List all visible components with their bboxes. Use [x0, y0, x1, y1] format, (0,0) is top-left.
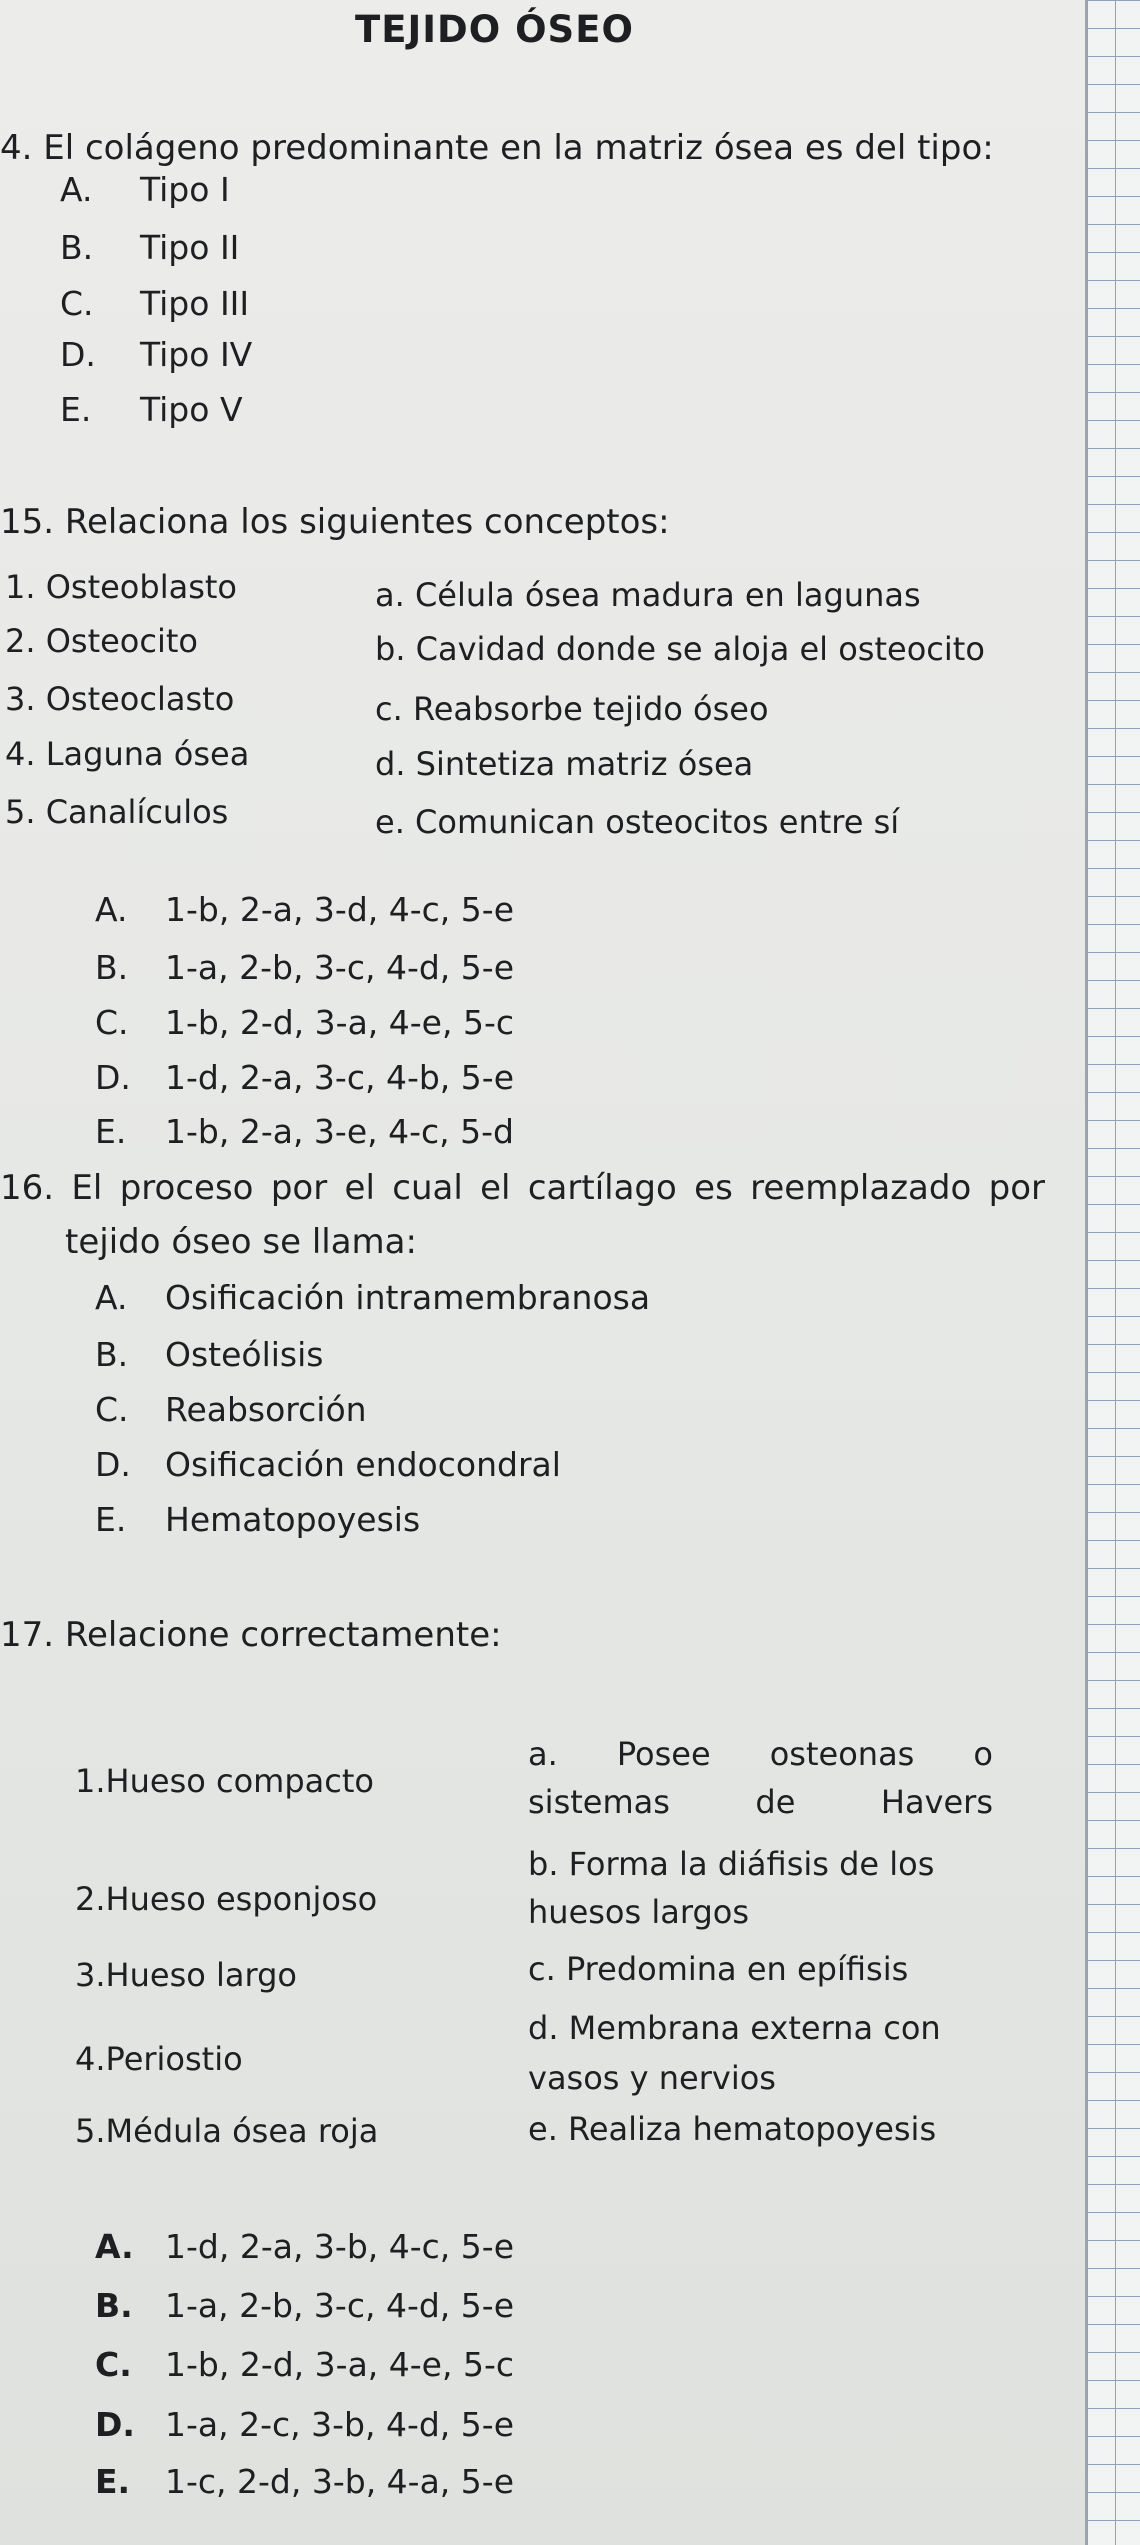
option-text: Osteólisis	[165, 1335, 324, 1374]
option-letter: A.	[95, 1278, 128, 1317]
definition-item: e. Comunican osteocitos entre sí	[375, 803, 900, 841]
option-letter: A.	[95, 2227, 134, 2266]
option-text: Osificación endocondral	[165, 1445, 561, 1484]
option-text: 1-b, 2-d, 3-a, 4-e, 5-c	[165, 2345, 514, 2384]
concept-item: 3. Osteoclasto	[5, 680, 235, 718]
option-text: 1-a, 2-b, 3-c, 4-d, 5-e	[165, 948, 514, 987]
option-letter: E.	[95, 2462, 131, 2501]
option-text: 1-b, 2-a, 3-d, 4-c, 5-e	[165, 890, 514, 929]
concept-item: 3.Hueso largo	[75, 1956, 297, 1994]
option-letter: C.	[95, 1003, 129, 1042]
graph-paper-edge	[1085, 0, 1140, 2545]
option-letter: A.	[95, 890, 128, 929]
definition-item: c. Reabsorbe tejido óseo	[375, 690, 769, 728]
option-text: 1-d, 2-a, 3-b, 4-c, 5-e	[165, 2227, 514, 2266]
question-15-text: 15. Relaciona los siguientes conceptos:	[0, 502, 670, 542]
option-text: 1-b, 2-a, 3-e, 4-c, 5-d	[165, 1112, 514, 1151]
option-letter: D.	[60, 335, 96, 374]
option-text: 1-a, 2-c, 3-b, 4-d, 5-e	[165, 2405, 514, 2444]
option-letter: B.	[95, 948, 129, 987]
concept-item: 1. Osteoblasto	[5, 568, 237, 606]
option-letter: B.	[60, 228, 94, 267]
question-14-text: 4. El colágeno predominante en la matriz ósea es del tipo:	[0, 128, 994, 168]
definition-item: b. Cavidad donde se aloja el osteocito	[375, 630, 985, 668]
option-letter: B.	[95, 1335, 129, 1374]
option-letter: E.	[60, 390, 92, 429]
definition-item: c. Predomina en epífisis	[528, 1950, 909, 1988]
concept-item: 5.Médula ósea roja	[75, 2112, 379, 2150]
option-text: Reabsorción	[165, 1390, 367, 1429]
option-letter: A.	[60, 170, 93, 209]
option-letter: B.	[95, 2286, 133, 2325]
page-title: TEJIDO ÓSEO	[355, 8, 634, 51]
option-text: Tipo III	[140, 284, 250, 323]
question-16-text-line1: 16. El proceso por el cual el cartílago es reemplazado por	[0, 1168, 1045, 1208]
option-text: 1-c, 2-d, 3-b, 4-a, 5-e	[165, 2462, 514, 2501]
question-17-text: 17. Relacione correctamente:	[0, 1615, 502, 1655]
option-text: 1-a, 2-b, 3-c, 4-d, 5-e	[165, 2286, 514, 2325]
definition-item: a. Posee osteonas o sistemas de Havers	[528, 1735, 993, 1821]
concept-item: 2.Hueso esponjoso	[75, 1880, 378, 1918]
option-letter: D.	[95, 2405, 135, 2444]
option-letter: C.	[60, 284, 94, 323]
option-text: 1-b, 2-d, 3-a, 4-e, 5-c	[165, 1003, 514, 1042]
option-letter: C.	[95, 2345, 132, 2384]
concept-item: 5. Canalículos	[5, 793, 229, 831]
definition-item: d. Sintetiza matriz ósea	[375, 745, 754, 783]
option-text: Tipo IV	[140, 335, 253, 374]
option-text: 1-d, 2-a, 3-c, 4-b, 5-e	[165, 1058, 514, 1097]
option-letter: D.	[95, 1058, 131, 1097]
definition-item: a. Célula ósea madura en lagunas	[375, 576, 921, 614]
option-letter: C.	[95, 1390, 129, 1429]
question-16-text-line2: tejido óseo se llama:	[65, 1222, 417, 1262]
option-text: Osificación intramembranosa	[165, 1278, 651, 1317]
concept-item: 4.Periostio	[75, 2040, 243, 2078]
option-letter: E.	[95, 1112, 127, 1151]
option-text: Tipo II	[140, 228, 240, 267]
definition-item: d. Membrana externa con vasos y nervios	[528, 2009, 941, 2097]
option-text: Hematopoyesis	[165, 1500, 421, 1539]
option-letter: D.	[95, 1445, 131, 1484]
option-letter: E.	[95, 1500, 127, 1539]
option-text: Tipo V	[140, 390, 243, 429]
definition-item: b. Forma la diáfisis de los huesos largos	[528, 1845, 935, 1931]
definition-item: e. Realiza hematopoyesis	[528, 2110, 937, 2148]
concept-item: 2. Osteocito	[5, 622, 198, 660]
option-text: Tipo I	[140, 170, 230, 209]
concept-item: 4. Laguna ósea	[5, 735, 250, 773]
concept-item: 1.Hueso compacto	[75, 1762, 374, 1800]
